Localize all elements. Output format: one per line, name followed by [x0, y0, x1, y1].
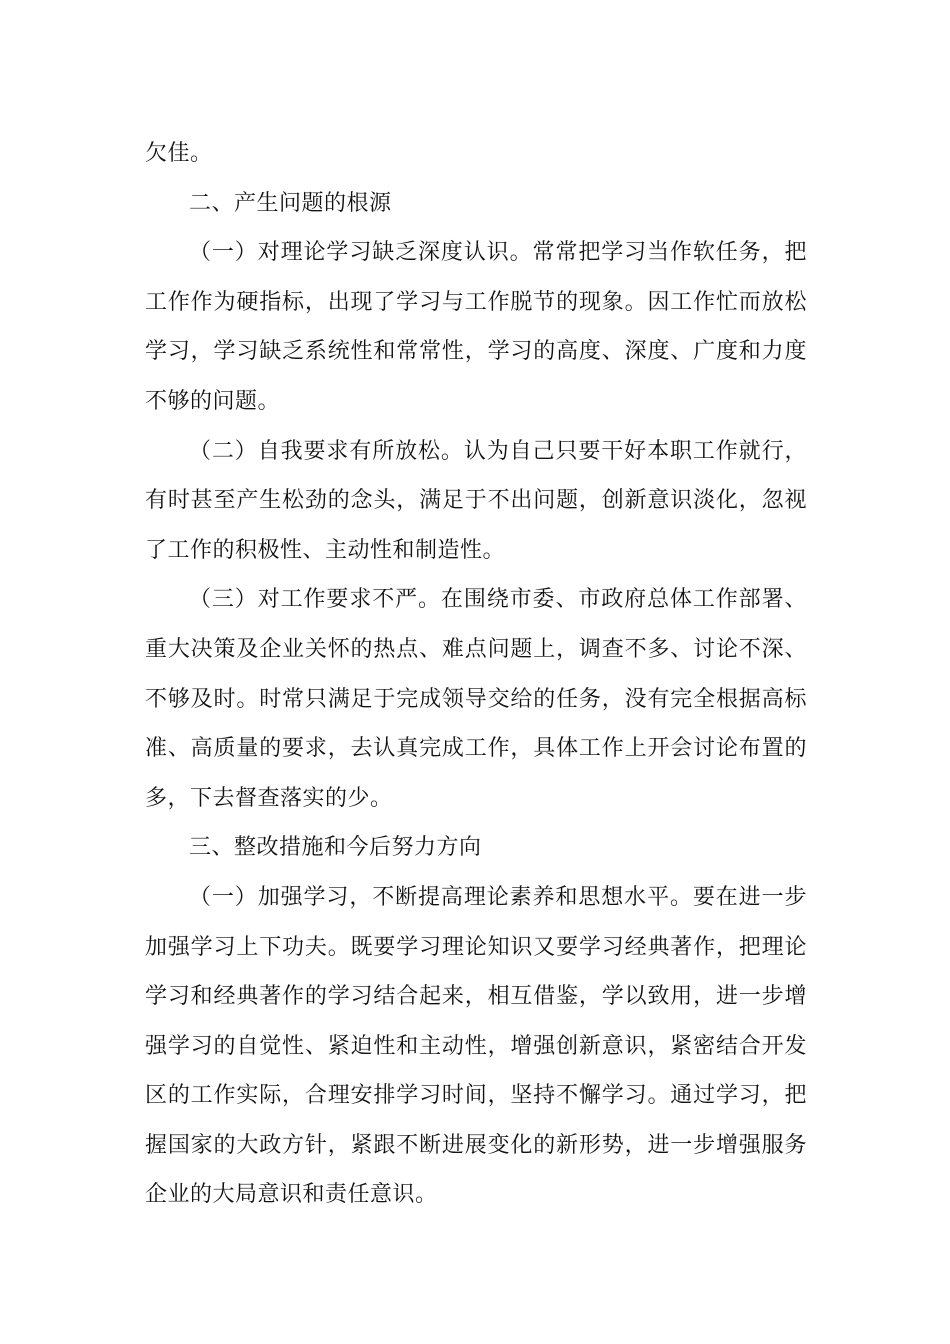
paragraph-cause-1: （一）对理论学习缺乏深度认识。常常把学习当作软任务，把工作作为硬指标，出现了学习与工作脱节的现象。因工作忙而放松学习，学习缺乏系统性和常常性，学习的高度、深度、广度和力度不够的问题。 [145, 240, 807, 414]
section-heading-measures: 三、整改措施和今后努力方向 [189, 835, 482, 861]
paragraph-cause-2: （二）自我要求有所放松。认为自己只要干好本职工作就行，有时甚至产生松劲的念头，满足于不出问题，创新意识淡化，忽视了工作的积极性、主动性和制造性。 [145, 438, 807, 563]
document-body [145, 129, 807, 1220]
section-heading-root-causes: 二、产生问题的根源 [189, 190, 392, 216]
paragraph-cause-3: （三）对工作要求不严。在围绕市委、市政府总体工作部署、重大决策及企业关怀的热点、难点问题上，调查不多、讨论不深、不够及时。时常只满足于完成领导交给的任务，没有完全根据高标准、高质量的要求，去认真完成工作，具体工作上开会讨论布置的多，下去督查落实的少。 [145, 587, 807, 811]
paragraph-continuation: 欠佳。 [145, 141, 213, 166]
paragraph-measure-1: （一）加强学习，不断提高理论素养和思想水平。要在进一步加强学习上下功夫。既要学习理论知识又要学习经典著作，把理论学习和经典著作的学习结合起来，相互借鉴，学以致用，进一步增强学习的自觉性、紧迫性和主动性，增强创新意识，紧密结合开发区的工作实际，合理安排学习时间，坚持不懈学习。通过学习，把握国家的大政方针，紧跟不断进展变化的新形势，进一步增强服务企业的大局意识和责任意识。 [145, 884, 807, 1208]
